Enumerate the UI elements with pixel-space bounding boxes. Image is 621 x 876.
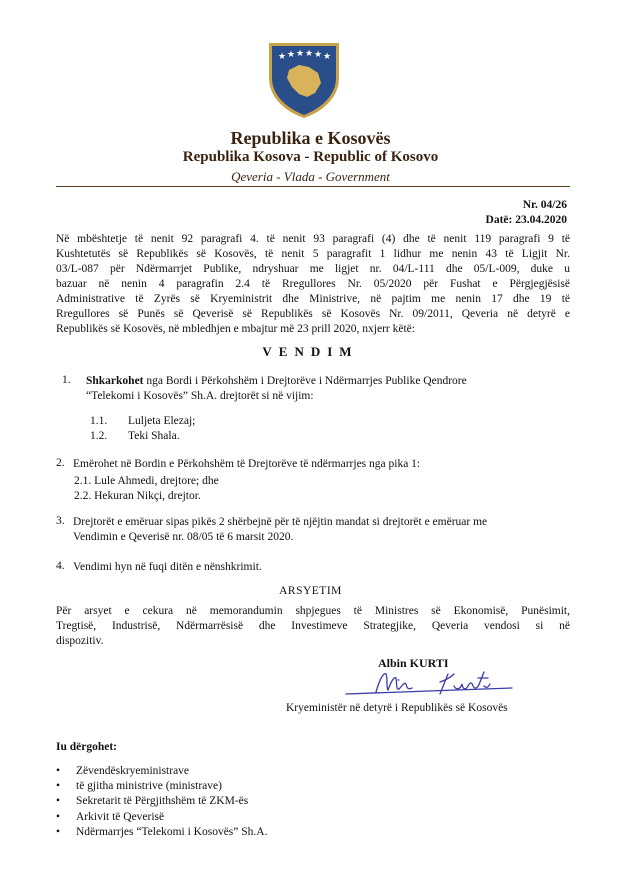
- decision-title: VENDIM: [262, 344, 359, 359]
- document-number: Nr. 04/26: [522, 199, 567, 211]
- item-number: 1.: [62, 374, 71, 386]
- item-1-line: “Telekomi i Kosovës” Sh.A. drejtorët si në vijim:: [86, 390, 314, 402]
- bullet-icon: •: [56, 825, 61, 838]
- header-divider: [56, 186, 570, 187]
- list-item: [56, 811, 267, 826]
- list-item: [56, 826, 267, 841]
- reasoning-line: Për arsyet e cekura në memorandumin shpjegues të Ministres së Ekonomisë, Punësimit,: [56, 605, 570, 617]
- distribution-title: Iu dërgohet:: [56, 741, 118, 753]
- reasoning-line: dispozitiv.: [56, 635, 104, 647]
- decision-item-4: Vendimi hyn në fuqi ditën e nënshkrimit.: [73, 561, 262, 573]
- preamble-line: Republikës së Kosovës, në mbledhjen e mbajtur më 23 prill 2020, nxjerr këtë:: [56, 323, 415, 335]
- sub-item-text: Teki Shala.: [128, 430, 180, 442]
- decision-item-3: [73, 515, 570, 545]
- item-number: 2.: [56, 457, 65, 469]
- list-item: [56, 795, 267, 810]
- sub-item-number: 1.2.: [90, 430, 108, 442]
- item-1-text: nga Bordi i Përkohshëm i Drejtorëve i Ndërmarrjes Publike Qendrore: [143, 375, 467, 387]
- preamble-line: Rregullores së Punës së Qeverisë së Republikës së Kosovës Nr. 09/2011, Qeveria në detyrë e: [56, 308, 570, 320]
- sub-item-text: Luljeta Elezaj;: [128, 415, 196, 427]
- handwritten-signature: [336, 664, 516, 700]
- kosovo-coat-of-arms: [265, 40, 343, 120]
- svg-text:★: ★: [278, 51, 287, 61]
- svg-text:★: ★: [287, 49, 296, 59]
- svg-text:★: ★: [296, 48, 305, 58]
- sub-item-number: 1.1.: [90, 415, 108, 427]
- reasoning-title: ARSYETIM: [279, 585, 342, 597]
- sub-item-text: 2.1. Lule Ahmedi, drejtore; dhe: [74, 475, 219, 487]
- republic-subtitle: Republika Kosova - Republic of Kosovo: [182, 149, 439, 165]
- bullet-icon: •: [56, 810, 61, 823]
- distribution-list: [56, 765, 267, 841]
- list-item-text: Arkivit të Qeverisë: [76, 810, 165, 823]
- item-1-line: [86, 374, 566, 389]
- item-number: 4.: [56, 560, 65, 572]
- svg-text:★: ★: [305, 48, 314, 58]
- list-item-text: Ndërmarrjes “Telekomi i Kosovës” Sh.A.: [76, 825, 268, 838]
- decision-item-2: Emërohet në Bordin e Përkohshëm të Drejtorëve të ndërmarrjes nga pika 1:: [73, 458, 421, 470]
- list-item: [56, 780, 267, 795]
- signatory-name: Albin KURTI: [378, 656, 449, 670]
- item-3-line: Vendimin e Qeverisë nr. 08/05 të 6 marsit 2020.: [73, 531, 294, 543]
- svg-text:★: ★: [314, 49, 323, 59]
- government-line: Qeveria - Vlada - Government: [231, 169, 390, 184]
- preamble-line: bazuar në nenin 4 paragrafin 2.4 të Rregullores Nr. 05/2020 për Fushat e Përgjegjësisë: [56, 278, 570, 290]
- republic-title: Republika e Kosovës: [230, 128, 391, 148]
- decision-item-1: [86, 374, 566, 404]
- list-item-text: Zëvendëskryeministrave: [76, 765, 190, 777]
- reasoning-text: [56, 604, 570, 649]
- reasoning-line: Tregtisë, Industrisë, Ndërmarrësisë dhe Investimeve Strategjike, Qeveria vendosi si në: [56, 620, 570, 632]
- sub-item-text: 2.2. Hekuran Nikçi, drejtor.: [74, 490, 201, 502]
- bullet-icon: •: [56, 795, 61, 808]
- preamble-line: Administrative të Zyrës së Kryeministrit dhe Ministrive, në pajtim me nenin 17 dhe 19 të: [56, 293, 570, 305]
- preamble: [56, 232, 570, 337]
- list-item: [56, 765, 267, 780]
- item-number: 3.: [56, 515, 65, 527]
- document-date: Datë: 23.04.2020: [485, 214, 567, 226]
- preamble-line: Kushtetutës së Republikës së Kosovës, të nenit 5 paragrafit 1 lidhur me nenin 43 të Ligjit Nr.: [56, 248, 570, 260]
- signatory-title: Kryeministër në detyrë i Republikës së Kosovës: [286, 702, 508, 714]
- preamble-line: 03/L-087 për Ndërmarrjet Publike, ndryshuar me ligjet nr. 04/L-111 dhe 05/L-009, duke u: [56, 263, 570, 275]
- list-item-text: të gjitha ministrive (ministrave): [76, 780, 222, 793]
- list-item-text: Sekretarit të Përgjithshëm të ZKM-ës: [76, 795, 249, 808]
- preamble-line: Në mbështetje të nenit 92 paragrafi 4. të nenit 93 paragrafi (4) dhe të nenit 119 paragrafi 9 të: [56, 233, 570, 245]
- svg-text:★: ★: [323, 51, 332, 61]
- dismissal-keyword: Shkarkohet: [86, 375, 144, 387]
- bullet-icon: •: [56, 765, 61, 777]
- bullet-icon: •: [56, 780, 61, 793]
- item-3-line: Drejtorët e emëruar sipas pikës 2 shërbejnë për të njëjtin mandat si drejtorët e emëruar me: [73, 516, 488, 528]
